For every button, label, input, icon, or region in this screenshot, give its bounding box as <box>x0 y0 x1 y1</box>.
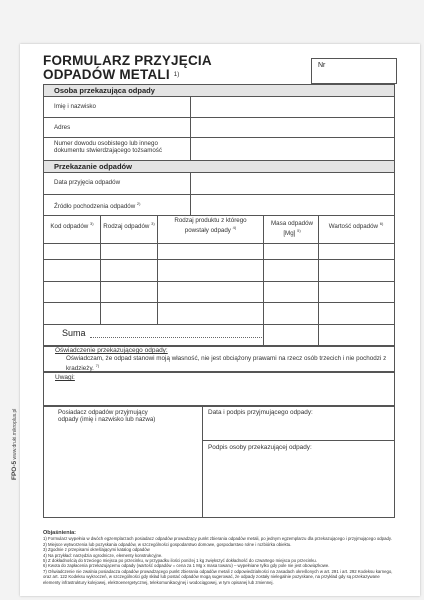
remarks-box[interactable] <box>43 372 395 406</box>
title-line-2 <box>43 68 212 82</box>
donor-name-label: Imię i nazwisko <box>54 103 96 110</box>
receiver-name-label: Posiadacz odpadów przyjmujący odpady (imię i nazwisko lub nazwa) <box>58 409 156 424</box>
column-header-rodzaj <box>101 220 157 230</box>
sum-label: Suma <box>62 328 86 338</box>
donor-section-title: Osoba przekazująca odpady <box>54 86 155 95</box>
footnote: 3) <box>90 221 94 226</box>
form-title <box>43 54 212 82</box>
column-header-rodzaj-text: Rodzaj odpadów <box>103 223 150 231</box>
donor-signature-label: Podpis osoby przekazującej odpady: <box>208 444 312 451</box>
receiver-date-label: Data i podpis przyjmującego odpady: <box>208 409 313 416</box>
handover-source-field[interactable] <box>191 195 394 214</box>
form-code: FPO-5 <box>11 460 18 480</box>
handover-source-label <box>54 200 140 210</box>
title-line-2-text: ODPADÓW METALI <box>43 67 170 82</box>
explanations <box>43 531 395 585</box>
explanations-heading: Objaśnienia: <box>43 530 77 536</box>
receiver-signature-field[interactable] <box>203 420 394 439</box>
declaration-text <box>66 355 388 373</box>
column-header-wartosc-text: Wartość odpadów <box>328 223 378 231</box>
form-number-label: Nr <box>318 62 326 69</box>
declaration-text-body: Oświadczam, że odpad stanowi moją własność, nie jest obciążony prawami na rzecz osób trzecich i nie pochodzi z kradzieży. <box>66 355 387 373</box>
footnote: 4) <box>232 225 237 231</box>
explanation-item: 1) Formularz wypełnia w dwóch egzemplarzach posiadacz odpadów prowadzący punkt zbierania odpadów metali, po jednym egzemplarzu dla przekazującego i przyjmującego odpady. <box>43 536 392 542</box>
column-header-masa-text: Masa odpadów [Mg] <box>271 220 313 238</box>
footnote: 5) <box>297 228 301 234</box>
divider <box>43 215 395 216</box>
column-header-produkt-text: Rodzaj produktu z którego powstały odpady <box>174 217 247 235</box>
column-header-produkt <box>163 217 258 234</box>
remarks-heading: Uwagi: <box>55 374 75 381</box>
column-header-masa <box>266 220 318 237</box>
explanation-item: 5) Z dokładnością do trzeciego miejsca po przecinku, w przypadku ilości poniżej 1 kg zwiększyć dokładność do czwartego miejsca po przecinku. <box>43 558 317 564</box>
donor-signature-field[interactable] <box>203 456 394 517</box>
explanation-item: 3) Zgodnie z przepisami określającymi katalog odpadów <box>43 547 150 553</box>
title-line-1: FORMULARZ PRZYJĘCIA <box>43 53 212 68</box>
declaration-footnote: 7) <box>95 363 100 369</box>
divider <box>202 440 395 441</box>
explanation-item: 6) Kwota do zapłacenia przekazującemu odpady (wartość odpadów = cena za 1 Mg x masa towaru) – wypełniane tylko gdy pole nie jest obowiązkowe. <box>43 563 330 569</box>
declaration-heading: Oświadczenie przekazującego odpady: <box>55 347 168 354</box>
source-label-text: Źródło pochodzenia odpadów <box>54 203 136 211</box>
donor-name-field[interactable] <box>191 97 394 116</box>
side-code <box>11 409 18 480</box>
sum-mass-field[interactable] <box>263 324 319 346</box>
receiver-name-field[interactable] <box>44 430 201 517</box>
handover-date-field[interactable] <box>191 173 394 193</box>
explanation-item: 2) Miejsce wytworzenia lub pozyskania odpadów, w szczególności gospodarstwo domowe, gospodarstwo rolne i rozbiórka obiektu. <box>43 541 292 547</box>
table-body[interactable] <box>43 244 395 324</box>
source-footnote: 2) <box>136 201 141 206</box>
footnote: 3) <box>151 221 155 226</box>
donor-address-label: Adres <box>54 124 71 131</box>
form-site: www.druki.mikroplus.pl <box>12 408 18 460</box>
form-number-box[interactable] <box>311 58 397 84</box>
sum-value-field[interactable] <box>319 325 394 345</box>
column-header-wartosc <box>324 220 388 230</box>
handover-section-title: Przekazanie odpadów <box>54 162 132 171</box>
sum-line <box>90 337 262 338</box>
title-footnote: 1) <box>173 72 180 78</box>
footnote: 6) <box>379 221 384 226</box>
explanation-item: 7) Oświadczenie nie zwalnia posiadacza odpadów prowadzącego punkt zbierania odpadów metali z odpowiedzialności na zasadach określonych w art. 291 i art. 292 Kodeksu karnego, oraz art. 122 Kodeksu wykroczeń, w szczególności gdy skład lub postać odpadów mogą sugerować, że odpady zostały nielegalnie pozyskane, na przykład gdy są przekazywane elementy infrastruktury kolejowej, elektroenergetycznej, telekomunikacyjnej i wodociągowej, w tym opisanej lub zmiennej. <box>43 568 393 585</box>
column-header-kod-text: Kod odpadów <box>50 223 89 231</box>
donor-id-label: Numer dowodu osobistego lub innego dokumentu stwierdzającego tożsamość <box>54 140 162 155</box>
donor-address-field[interactable] <box>191 118 394 136</box>
explanation-item: 4) Na przykład: narzędzia ogrodnicze, elementy konstrukcyjne. <box>43 552 163 558</box>
column-header-kod <box>44 220 100 230</box>
handover-date-label: Data przyjęcia odpadów <box>54 179 121 186</box>
